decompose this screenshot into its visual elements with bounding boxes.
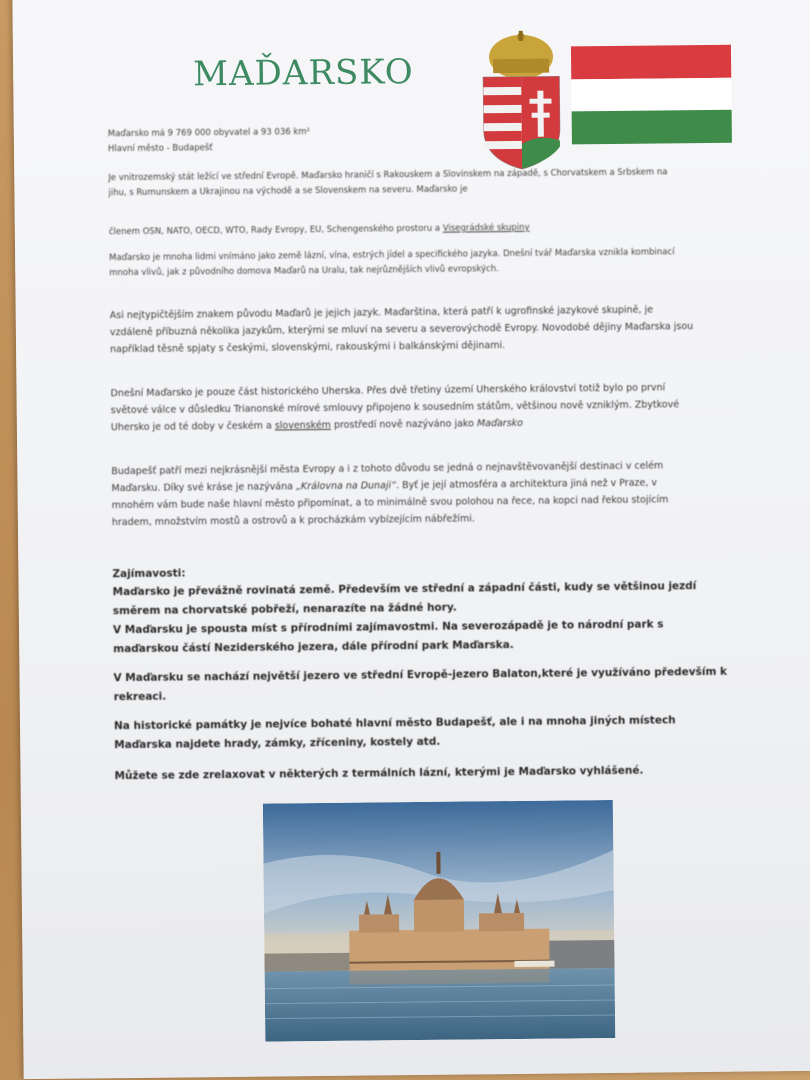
page-title: MAĎARSKO <box>192 52 414 95</box>
paragraph-3: Maďarsko je mnoha lidmi vnímáno jako země lázní, vína, estrých jídel a specifického jazyka. Dnešní tvář Maďarska vznikla kombinací mnoha vlivů, jak z původního domova Maďarů na Uralu, tak nejrůznějších vlivů evropských. <box>109 247 675 279</box>
fact-5: Můžete se zde zrelaxovat v některých z termálních lázní, kterými je Maďarsko vyhlášené. <box>114 764 644 783</box>
hungarian-flag-icon <box>571 45 732 145</box>
intro-line-2: Hlavní město - Budapešť <box>107 143 213 155</box>
paragraph-1: Je vnitrozemský stát ležící ve střední Evropě. Maďarsko hraničí s Rakouskem a Slovinskem na západě, s Chorvatskem a Srbskem na jihu, s Rumunskem a Ukrajinou na východě a se Slovenskem na severu. Maďarsko je <box>108 167 668 199</box>
section-heading: Zajímavosti: <box>112 567 186 581</box>
paragraph-4: Asi nejtypičtějším znakem původu Maďarů je jejich jazyk. Maďarština, která patří k ugrofinské jazykové skupině, je vzdáleně příbuzná několika jazykům, kterými se mluví na severu a severovýchodě Evropy. Novodobé dějiny Maďarska jsou například těsně spjaty s českými, slovenskými, rakouskými i balkánskými dějinami. <box>109 304 694 356</box>
paragraph-5-text-a: Dnešní Maďarsko je pouze část historického Uherska. Přes dvě třetiny území Uherského království totiž bylo po první světové válce v důsledku Trianonské mírové smlouvy připojeno k sousedním státům, většinou nově vzniklým. Zbytkové Uhersko je od té doby v českém a <box>110 382 680 434</box>
paragraph-5-italic: Maďarsko <box>476 417 524 430</box>
paragraph-2-text: členem OSN, NATO, OECD, WTO, Rady Evropy, EU, Schengenského prostoru a <box>108 223 441 238</box>
intro-line-1: Maďarsko má 9 769 000 obyvatel a 93 036 km² <box>107 127 311 140</box>
visegrad-link[interactable]: Visegrádské skupiny <box>442 222 530 234</box>
fact-4: Na historické památky je nejvíce bohaté hlavní město Budapešť, ale i na mnoha jiných místech Maďarska najdete hrady, zámky, zříceniny, kostely atd. <box>113 714 676 752</box>
paragraph-5 <box>110 379 696 436</box>
paragraph-2 <box>109 219 699 240</box>
paragraph-5-text-b: prostředí nově nazýváno jako <box>333 418 474 431</box>
paragraph-6 <box>111 457 702 531</box>
hungarian-coat-of-arms-icon <box>479 28 564 171</box>
fact-1: Maďarsko je převážně rovinatá země. Především ve střední a západní části, kudy se většinou jezdí směrem na chorvatské pobřeží, nenarazíte na žádné hory. <box>112 580 697 618</box>
paragraph-6-text-a: Budapešť patří mezi nejkrásnější města Evropy a i z tohoto důvodu se jedná o nejnavštěvovanější destinaci v celém Maďarsku. Díky své kráse je nazývána <box>111 460 664 495</box>
fact-3: V Maďarsku se nachází největší jezero ve střední Evropě-jezero Balaton,které je využíváno především k rekreaci. <box>113 665 728 704</box>
budapest-parliament-photo <box>263 800 615 1042</box>
paper-sheet <box>12 0 810 1079</box>
fact-2: V Maďarsku je spousta míst s přírodními zajímavostmi. Na severozápadě je to národní park s maďarskou částí Neziderského jezera, dále přírodní park Maďarska. <box>112 618 664 656</box>
paragraph-6-text-b: . Byť je její atmosféra a architektura jiná než v Praze, v mnohém vám bude naše hlavní město připomínat, a to minimálně svou polohou na řece, na kopci nad řekou stojícím hradem, množstvím mostů a ostrovů a k procházkám vybízejícím nábřežími. <box>111 477 669 529</box>
slovak-link[interactable]: slovenském <box>274 419 331 432</box>
paragraph-6-italic: „Královna na Dunaji“ <box>295 480 397 493</box>
